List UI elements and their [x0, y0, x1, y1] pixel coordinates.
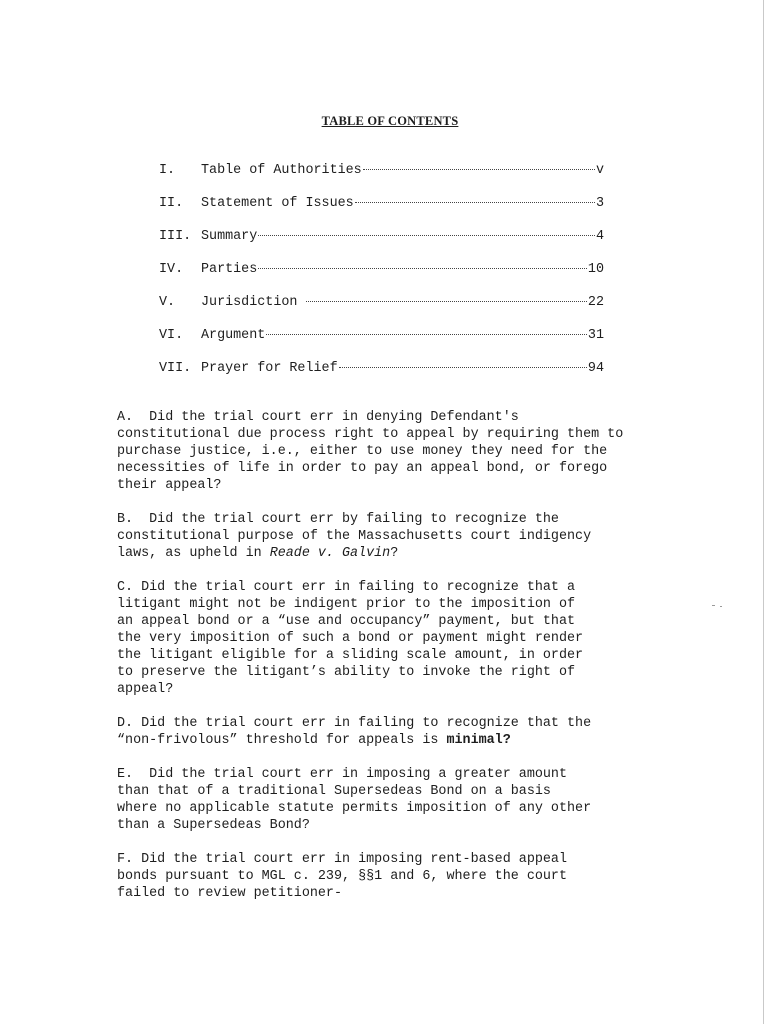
- toc-entry-title: Table of Authorities: [201, 163, 362, 178]
- toc-entry: [159, 262, 604, 295]
- toc-entry-page: 4: [595, 229, 604, 244]
- issue-paragraph: A. Did the trial court err in denying Defendant's constitutional due process right to appeal by requiring them to purchase justice, i.e., either to use money they need for the necessities of life in order to pay an appeal bond, or forego their appeal?: [117, 410, 624, 493]
- issues-list: [117, 409, 657, 919]
- toc-leader-dots: [363, 169, 595, 170]
- emphasized-text: minimal?: [446, 733, 511, 748]
- toc-entry-title: Argument: [201, 328, 266, 343]
- toc-entry-title: Parties: [201, 262, 258, 277]
- issue-paragraph: C. Did the trial court err in failing to recognize that a litigant might not be indigent prior to the imposition of an appeal bond or a “use and occupancy” payment, but that the very imposition of such a bond or payment might render the litigant eligible for a sliding scale amount, in order to preserve the litigant’s ability to invoke the right of appeal?: [117, 580, 584, 697]
- toc-entry-number: II.: [159, 196, 184, 211]
- toc-entry: [159, 328, 604, 361]
- page-title: TABLE OF CONTENTS: [321, 114, 459, 128]
- toc-entry: [159, 196, 604, 229]
- toc-entry-number: IV.: [159, 262, 184, 277]
- issue-paragraph: E. Did the trial court err in imposing a greater amount than that of a traditional Supersedeas Bond on a basis where no applicable statute permits imposition of any other than a Supersedeas Bond?: [117, 767, 592, 833]
- scan-speck: [720, 606, 722, 607]
- table-of-contents: [159, 163, 604, 394]
- case-citation: Reade v. Galvin: [269, 546, 391, 561]
- issue-paragraph: [117, 715, 657, 749]
- toc-entry-number: VI.: [159, 328, 184, 343]
- toc-entry-title: Prayer for Relief: [201, 361, 338, 376]
- issue-text: D. Did the trial court err in failing to recognize that the “non-frivolous” threshold for appeals is: [117, 716, 592, 748]
- toc-leader-dots: [258, 268, 587, 269]
- toc-entry: [159, 361, 604, 394]
- toc-entry: [159, 163, 604, 196]
- toc-entry-title: Statement of Issues: [201, 196, 354, 211]
- issue-text: ?: [390, 546, 399, 561]
- toc-entry-page: 94: [587, 361, 604, 376]
- scan-edge-line: [763, 0, 764, 1024]
- toc-entry-page: 31: [587, 328, 604, 343]
- issue-text: B. Did the trial court err by failing to recognize the constitutional purpose of the Massachusetts court indigency laws, as upheld in: [117, 512, 592, 561]
- toc-entry-page: 10: [587, 262, 604, 277]
- scan-speck: [712, 605, 715, 606]
- toc-leader-dots: [306, 301, 586, 302]
- toc-leader-dots: [258, 235, 595, 236]
- toc-entry-number: I.: [159, 163, 176, 178]
- toc-entry-number: III.: [159, 229, 192, 244]
- toc-leader-dots: [339, 367, 587, 368]
- toc-entry-page: 22: [587, 295, 604, 310]
- toc-entry: [159, 295, 604, 328]
- toc-entry-title: Jurisdiction: [201, 295, 306, 310]
- toc-entry: [159, 229, 604, 262]
- toc-entry-title: Summary: [201, 229, 258, 244]
- issue-paragraph: F. Did the trial court err in imposing rent-based appeal bonds pursuant to MGL c. 239, §§1 and 6, where the court failed to review petitioner-: [117, 852, 567, 901]
- issue-paragraph: [117, 511, 657, 562]
- toc-entry-number: VII.: [159, 361, 192, 376]
- toc-entry-page: v: [595, 163, 604, 178]
- toc-leader-dots: [266, 334, 587, 335]
- toc-leader-dots: [355, 202, 595, 203]
- toc-entry-number: V.: [159, 295, 176, 310]
- toc-entry-page: 3: [595, 196, 604, 211]
